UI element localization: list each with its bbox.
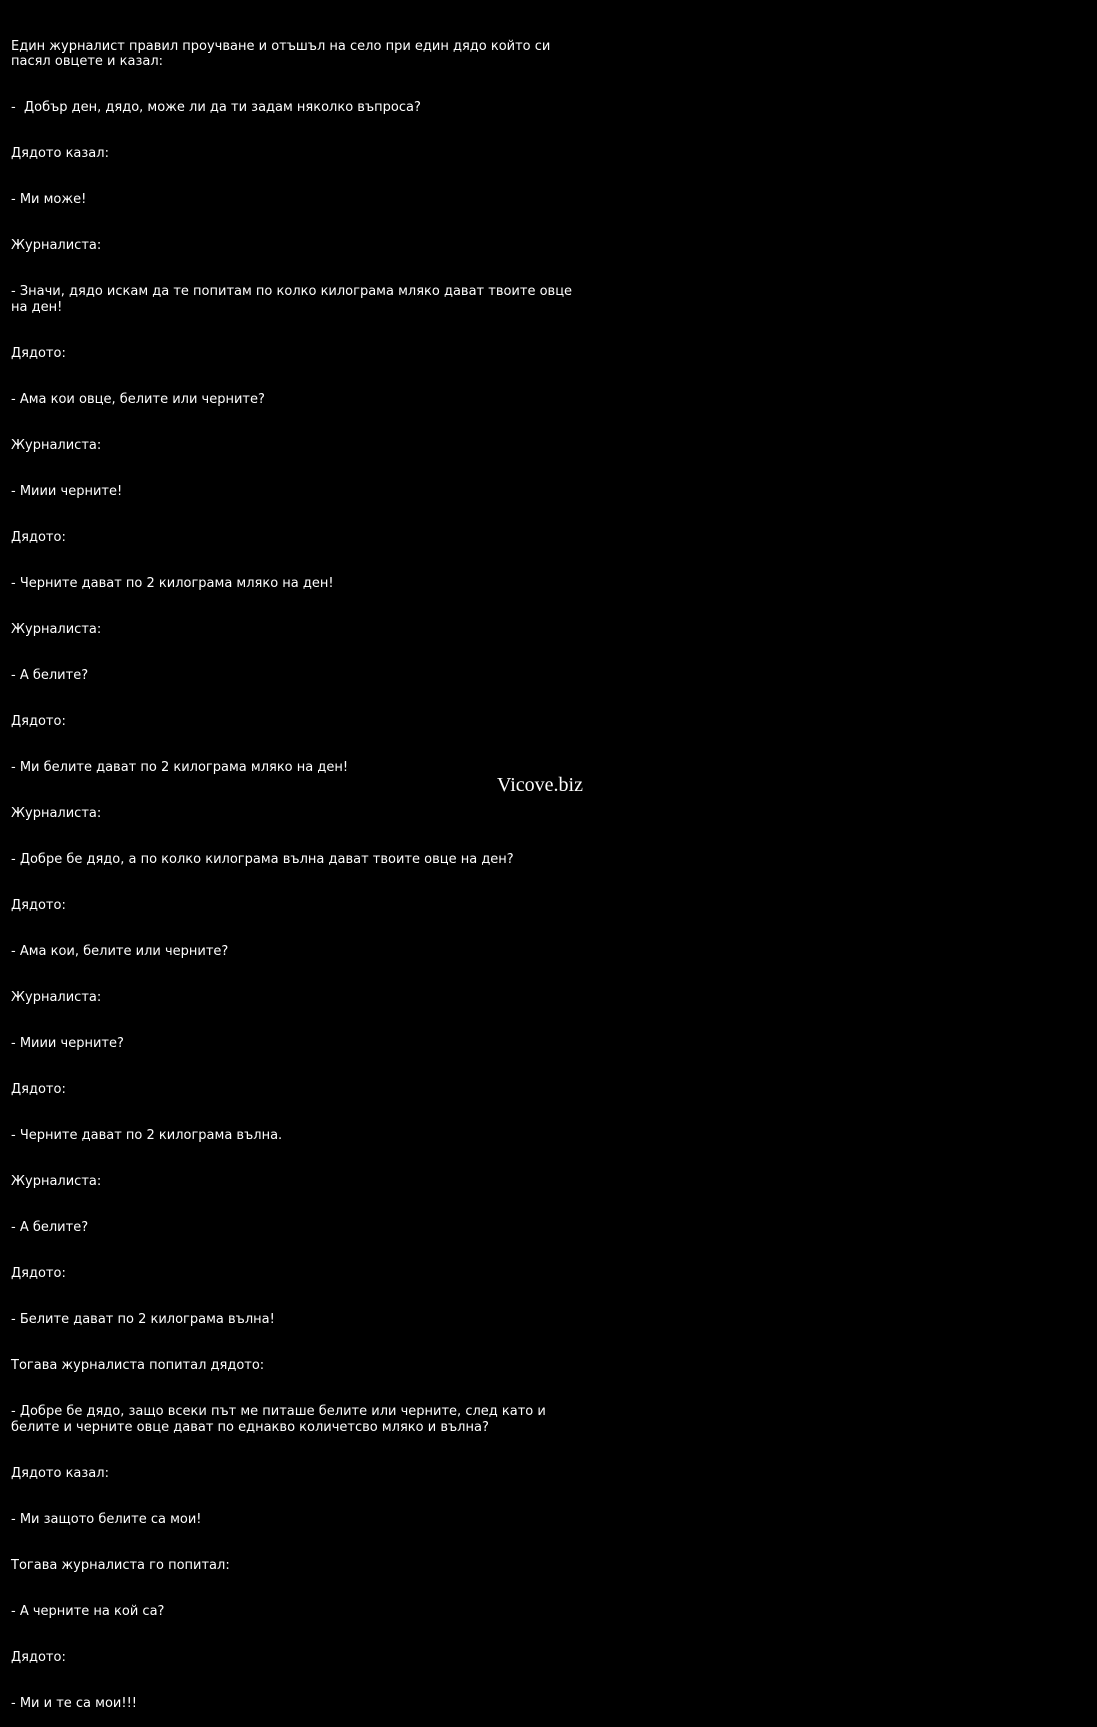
joke-line: Дядото казал: <box>11 1465 109 1481</box>
joke-line: - А черните на кой са? <box>11 1603 165 1619</box>
joke-line: Дядото казал: <box>11 146 109 162</box>
joke-line: - Ми може! <box>11 192 87 208</box>
joke-line: Дядото: <box>11 1082 66 1098</box>
joke-line: Един журналист правил проучване и отъшъл на село при един дядо който си пасял овцете и казал: <box>11 38 555 70</box>
joke-line: Дядото: <box>11 529 66 545</box>
joke-line: - Белите дават по 2 килограма вълна! <box>11 1312 275 1328</box>
joke-line: - Значи, дядо искам да те попитам по колко килограма мляко дават твоите овце на ден! <box>11 284 577 315</box>
joke-line: Журналиста: <box>11 990 102 1005</box>
joke-line: - Ама кои, белите или черните? <box>11 943 229 959</box>
joke-line: Журналиста: <box>11 437 102 453</box>
joke-line: - А белите? <box>11 1220 89 1236</box>
joke-line: Дядото: <box>11 1649 66 1665</box>
joke-line: - Ми защото белите са мои! <box>11 1511 202 1527</box>
joke-line: Дядото: <box>11 1266 66 1282</box>
joke-text <box>11 8 581 1727</box>
joke-line: Дядото: <box>11 897 66 913</box>
joke-line: Журналиста: <box>11 238 102 254</box>
joke-line: Тогава журналиста попитал дядото: <box>11 1358 265 1374</box>
joke-line: - Миии черните! <box>11 483 123 499</box>
joke-line: Тогава журналиста го попитал: <box>11 1557 230 1573</box>
joke-line: - Добър ден, дядо, може ли да ти задам няколко въпроса? <box>11 100 421 116</box>
joke-line: - Добре бе дядо, а по колко килограма вълна дават твоите овце на ден? <box>11 851 514 867</box>
joke-line: - Ама кои овце, белите или черните? <box>11 391 265 407</box>
joke-line: - Миии черните? <box>11 1036 124 1052</box>
joke-line: Дядото: <box>11 713 66 729</box>
joke-line: - А белите? <box>11 667 89 683</box>
joke-line: - Ми и те са мои!!! <box>11 1695 137 1711</box>
joke-line: Журналиста: <box>11 1174 102 1190</box>
site-watermark: Vicove.biz <box>497 774 583 796</box>
joke-line: Журналиста: <box>11 805 102 821</box>
joke-line: - Черните дават по 2 килограма мляко на ден! <box>11 575 334 591</box>
joke-line: - Ми белите дават по 2 килограма мляко на ден! <box>11 759 349 775</box>
joke-line: - Черните дават по 2 килограма вълна. <box>11 1128 283 1144</box>
joke-line: - Добре бе дядо, защо всеки път ме питаше белите или черните, след като и белите и черните овце дават по еднакво количетсво мляко и вълна? <box>11 1404 550 1435</box>
joke-line: Дядото: <box>11 345 66 361</box>
joke-line: Журналиста: <box>11 621 102 637</box>
